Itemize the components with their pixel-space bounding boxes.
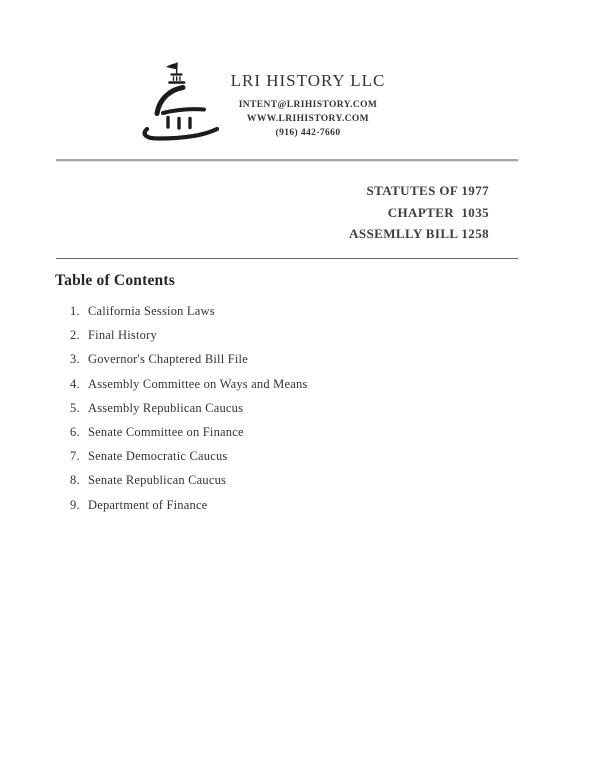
letterhead <box>208 71 408 140</box>
company-website: WWW.LRIHISTORY.COM <box>246 114 370 124</box>
company-email: INTENT@LRIHISTORY.COM <box>238 100 378 110</box>
toc-item-label: Final History <box>88 328 157 343</box>
toc-item-label: Senate Committee on Finance <box>88 424 244 439</box>
toc-item-number: 6. <box>70 424 80 439</box>
toc-item-number: 1. <box>70 304 80 318</box>
toc-item <box>70 449 307 473</box>
toc-item <box>70 498 307 522</box>
toc-item-label: California Session Laws <box>88 304 215 318</box>
toc-item <box>70 425 307 449</box>
toc-item-number: 5. <box>70 400 80 415</box>
chapter-line: CHAPTER 1035 <box>387 204 489 220</box>
bill-line: ASSEMLLY BILL 1258 <box>349 226 489 241</box>
toc-item-number: 2. <box>70 328 80 343</box>
toc-item <box>70 328 307 352</box>
toc-item <box>70 377 307 401</box>
statute-reference-block <box>349 180 489 245</box>
toc-item-number: 3. <box>70 352 80 367</box>
toc-item <box>70 352 307 376</box>
company-phone: (916) 442-7660 <box>275 128 341 138</box>
toc-item-label: Assembly Committee on Ways and Means <box>88 376 308 391</box>
toc-item-label: Senate Democratic Caucus <box>88 449 228 464</box>
toc-item <box>70 473 307 497</box>
toc-list <box>70 304 307 522</box>
toc-item-number: 7. <box>70 449 80 464</box>
toc-item-number: 9. <box>70 497 80 512</box>
statutes-line: STATUTES OF 1977 <box>366 183 489 198</box>
toc-title: Table of Contents <box>55 272 175 289</box>
company-name: LRI HISTORY LLC <box>230 71 386 90</box>
header-divider <box>56 159 518 162</box>
toc-item-number: 8. <box>70 473 80 488</box>
toc-item <box>70 401 307 425</box>
toc-item-number: 4. <box>70 376 80 391</box>
toc-item-label: Senate Republican Caucus <box>88 473 227 488</box>
toc-item-label: Department of Finance <box>88 497 208 512</box>
toc-item <box>70 304 307 328</box>
toc-item-label: Assembly Republican Caucus <box>88 400 244 415</box>
reference-divider <box>56 258 518 259</box>
toc-item-label: Governor's Chaptered Bill File <box>88 352 248 367</box>
